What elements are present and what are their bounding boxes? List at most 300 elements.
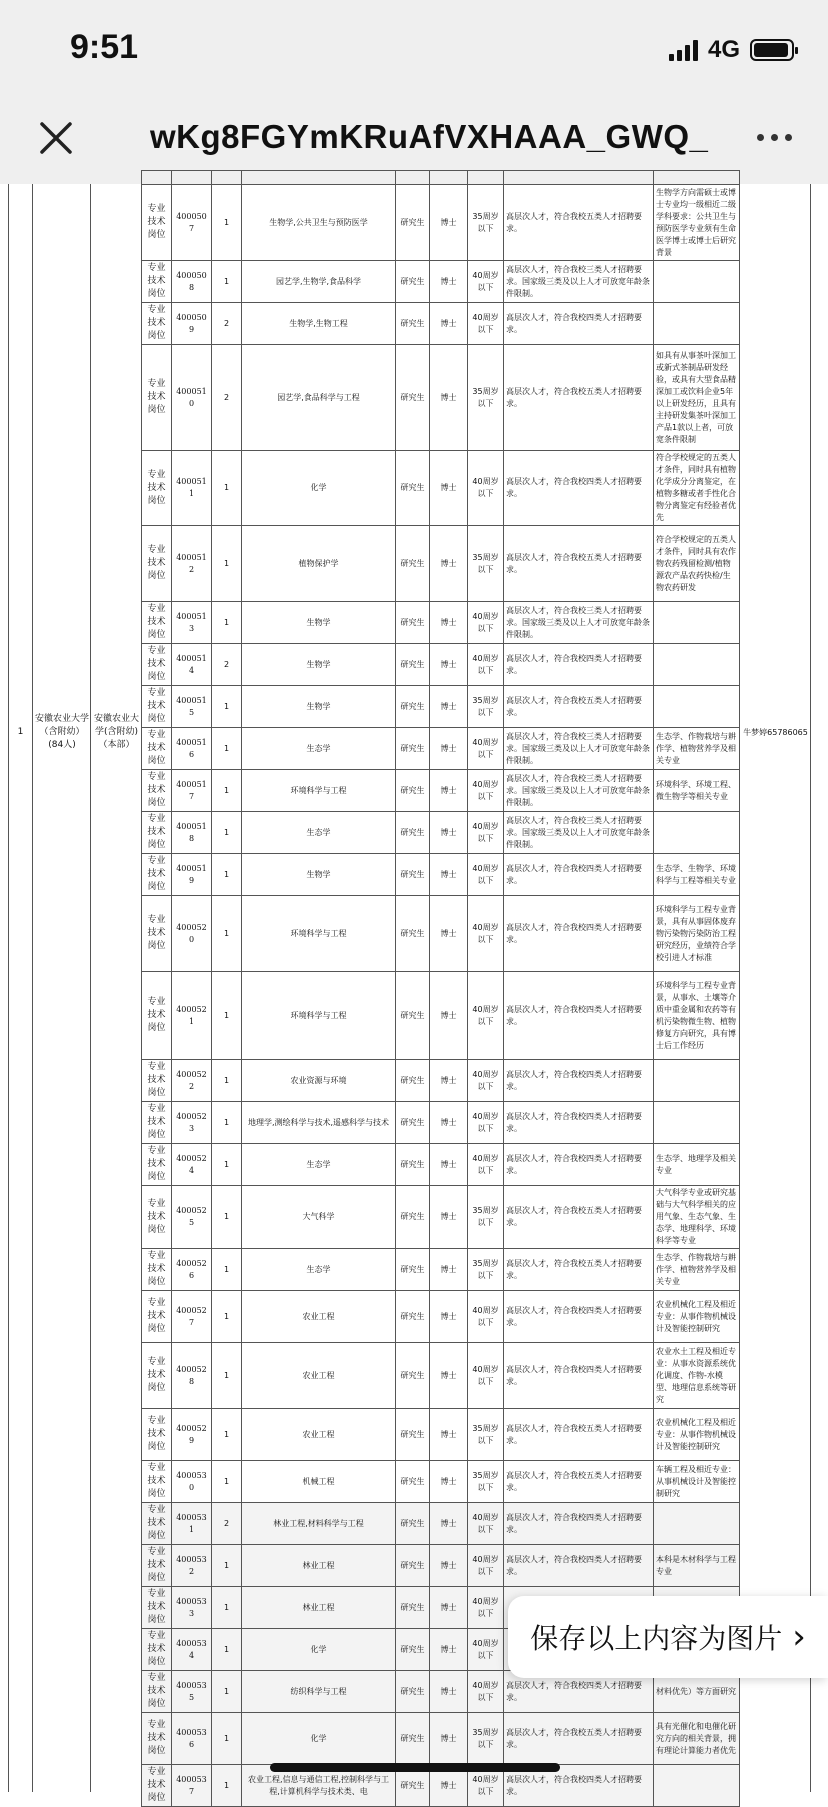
cell-cond: 高层次人才，符合我校五类人才招聘要求。 (504, 1409, 654, 1461)
cell-degree: 博士 (430, 1671, 468, 1713)
cell-major: 农业工程 (242, 1343, 396, 1409)
status-bar (0, 0, 828, 94)
cell-code: 4000512 (172, 526, 212, 602)
cell-note: 生物学方向需硕士或博士专业均一级相近二级学科要求：公共卫生与预防医学专业须有生命医学博士或博士后研究背景 (654, 185, 740, 261)
cell-count: 1 (212, 1249, 242, 1291)
cell-code: 4000525 (172, 1186, 212, 1249)
cell-count: 1 (212, 854, 242, 896)
table-row (142, 451, 740, 526)
cell-age: 40周岁以下 (468, 261, 504, 303)
cell-edu: 研究生 (396, 896, 430, 972)
cell-edu: 研究生 (396, 854, 430, 896)
cell-major: 园艺学,生物学,食品科学 (242, 261, 396, 303)
cell-type: 专业技术岗位 (142, 896, 172, 972)
cell-age: 40周岁以下 (468, 1671, 504, 1713)
cell-count: 1 (212, 1545, 242, 1587)
cell-count: 1 (212, 1629, 242, 1671)
cell-major: 农业工程 (242, 1291, 396, 1343)
cell-type: 专业技术岗位 (142, 770, 172, 812)
cell-note: 农业水土工程及相近专业：从事水资源系统优化调度、作物-水模型、地理信息系统等研究 (654, 1343, 740, 1409)
cell-type: 专业技术岗位 (142, 1343, 172, 1409)
cell-type: 专业技术岗位 (142, 1461, 172, 1503)
cell-code: 4000515 (172, 686, 212, 728)
cell-major: 地理学,测绘科学与技术,遥感科学与技术 (242, 1102, 396, 1144)
cell-code: 4000524 (172, 1144, 212, 1186)
cell-edu: 研究生 (396, 1102, 430, 1144)
cell-major: 生态学 (242, 728, 396, 770)
cell-edu: 研究生 (396, 1060, 430, 1102)
cell-major: 化学 (242, 1713, 396, 1765)
cell-age: 35周岁以下 (468, 185, 504, 261)
table-row (142, 1503, 740, 1545)
cell-code: 4000519 (172, 854, 212, 896)
cell-cond: 高层次人才，符合我校五类人才招聘要求。 (504, 345, 654, 451)
cell-degree: 博士 (430, 303, 468, 345)
cell-major: 生物学 (242, 854, 396, 896)
cell-cond: 高层次人才，符合我校四类人才招聘要求。 (504, 1102, 654, 1144)
page-title: wKg8FGYmKRuAfVXHAAA_GWQ_ (150, 118, 709, 155)
cell-age: 40周岁以下 (468, 602, 504, 644)
cell-age: 35周岁以下 (468, 1409, 504, 1461)
cell-edu: 研究生 (396, 526, 430, 602)
cell-age: 40周岁以下 (468, 451, 504, 526)
cell-major: 农业工程 (242, 1409, 396, 1461)
cell-cond: 高层次人才，符合我校四类人才招聘要求。 (504, 896, 654, 972)
cell-type: 专业技术岗位 (142, 345, 172, 451)
table-row (142, 854, 740, 896)
document-viewer[interactable] (0, 184, 828, 1803)
cell-count: 1 (212, 1291, 242, 1343)
cell-code: 4000518 (172, 812, 212, 854)
cell-cond: 高层次人才，符合我校三类人才招聘要求。国家级三类及以上人才可放宽年龄条件限制。 (504, 261, 654, 303)
cell-edu: 研究生 (396, 1587, 430, 1629)
row-index: 1 (17, 726, 24, 737)
more-dot-icon (771, 134, 778, 141)
cell-cond: 高层次人才，符合我校三类人才招聘要求。国家级三类及以上人才可放宽年龄条件限制。 (504, 728, 654, 770)
status-indicators (669, 36, 794, 64)
cell-cond: 高层次人才，符合我校四类人才招聘要求。 (504, 1291, 654, 1343)
cell-type: 专业技术岗位 (142, 1249, 172, 1291)
cell-major: 大气科学 (242, 1186, 396, 1249)
cell-cond: 高层次人才，符合我校四类人才招聘要求。 (504, 303, 654, 345)
cell-note (654, 1102, 740, 1144)
cell-note: 材料优先）等方面研究 (654, 1671, 740, 1713)
table-row (142, 686, 740, 728)
cell-major: 环境科学与工程 (242, 770, 396, 812)
cell-major: 生物学,生物工程 (242, 303, 396, 345)
cell-major: 生物学 (242, 644, 396, 686)
cell-note (654, 1503, 740, 1545)
cell-edu: 研究生 (396, 972, 430, 1060)
cell-type: 专业技术岗位 (142, 1503, 172, 1545)
cell-code: 4000520 (172, 896, 212, 972)
cell-degree: 博士 (430, 1629, 468, 1671)
cell-degree: 博士 (430, 1102, 468, 1144)
cell-code: 4000509 (172, 303, 212, 345)
cell-major: 化学 (242, 1629, 396, 1671)
cell-age: 40周岁以下 (468, 1765, 504, 1807)
cell-count: 1 (212, 1102, 242, 1144)
cell-age: 40周岁以下 (468, 1343, 504, 1409)
cell-major: 林业工程 (242, 1587, 396, 1629)
cell-major: 生态学 (242, 1249, 396, 1291)
cell-edu: 研究生 (396, 1461, 430, 1503)
cell-type: 专业技术岗位 (142, 1060, 172, 1102)
cell-degree: 博士 (430, 812, 468, 854)
table-row (142, 1713, 740, 1765)
table-row (142, 171, 740, 185)
cell-type: 专业技术岗位 (142, 602, 172, 644)
table-border (8, 184, 9, 1792)
cell-major: 纺织科学与工程 (242, 1671, 396, 1713)
cell-major: 生态学 (242, 812, 396, 854)
cell-type: 专业技术岗位 (142, 686, 172, 728)
cell-cond: 高层次人才，符合我校五类人才招聘要求。 (504, 185, 654, 261)
cell-count: 1 (212, 1765, 242, 1807)
cell-count: 1 (212, 1461, 242, 1503)
cell-edu: 研究生 (396, 1629, 430, 1671)
cell-note (654, 686, 740, 728)
hiring-unit: 安徽农业大学（含附幼）(84人) (34, 713, 89, 750)
cell-note (654, 812, 740, 854)
cell-count: 1 (212, 686, 242, 728)
cell-cond: 高层次人才，符合我校四类人才招聘要求。 (504, 1060, 654, 1102)
cell-code: 4000526 (172, 1249, 212, 1291)
table-border (32, 184, 33, 1792)
cell-degree: 博士 (430, 345, 468, 451)
table-body (142, 171, 740, 1807)
cell-note (654, 1060, 740, 1102)
cell-edu: 研究生 (396, 261, 430, 303)
cell-edu: 研究生 (396, 1713, 430, 1765)
cell-count: 2 (212, 303, 242, 345)
cell-major: 机械工程 (242, 1461, 396, 1503)
cell-code: 4000534 (172, 1629, 212, 1671)
cell-type: 专业技术岗位 (142, 1291, 172, 1343)
cell-edu: 研究生 (396, 1409, 430, 1461)
cell-major: 农业工程,信息与通信工程,控制科学与工程,计算机科学与技术类、电 (242, 1765, 396, 1807)
cell-major: 环境科学与工程 (242, 896, 396, 972)
cell-type: 专业技术岗位 (142, 1409, 172, 1461)
cell-cond: 高层次人才，符合我校四类人才招聘要求。 (504, 1503, 654, 1545)
cell-degree: 博士 (430, 451, 468, 526)
cell-code: 4000533 (172, 1587, 212, 1629)
cell-edu: 研究生 (396, 1291, 430, 1343)
cell-degree: 博士 (430, 1060, 468, 1102)
cell-age: 40周岁以下 (468, 1291, 504, 1343)
cell-major: 化学 (242, 451, 396, 526)
cell-count: 1 (212, 812, 242, 854)
cell-age: 40周岁以下 (468, 1102, 504, 1144)
table-border (810, 184, 811, 1792)
cell-edu: 研究生 (396, 345, 430, 451)
cell-major: 生物学,公共卫生与预防医学 (242, 185, 396, 261)
cell-code: 4000510 (172, 345, 212, 451)
cell-count: 1 (212, 770, 242, 812)
cell-major: 林业工程,材料科学与工程 (242, 1503, 396, 1545)
cell-degree: 博士 (430, 1409, 468, 1461)
cell-degree: 博士 (430, 686, 468, 728)
cell-edu: 研究生 (396, 812, 430, 854)
cell-note: 符合学校规定的五类人才条件，同时具有农作物农药残留检测/植物源农产品农药快检/生物农药研发 (654, 526, 740, 602)
table-row (142, 1102, 740, 1144)
cell-note: 农业机械化工程及相近专业：从事作物机械设计及智能控制研究 (654, 1291, 740, 1343)
cell-degree: 博士 (430, 896, 468, 972)
cell-code: 4000511 (172, 451, 212, 526)
cell-age: 40周岁以下 (468, 1587, 504, 1629)
cell-type: 专业技术岗位 (142, 185, 172, 261)
cell-degree: 博士 (430, 1144, 468, 1186)
cell-type: 专业技术岗位 (142, 1144, 172, 1186)
cell-degree: 博士 (430, 185, 468, 261)
cell-type: 专业技术岗位 (142, 644, 172, 686)
cell-degree: 博士 (430, 1343, 468, 1409)
cell-cond: 高层次人才，符合我校五类人才招聘要求。 (504, 686, 654, 728)
cell-note: 农业机械化工程及相近专业：从事作物机械设计及智能控制研究 (654, 1409, 740, 1461)
cell-type: 专业技术岗位 (142, 1629, 172, 1671)
cell-age: 35周岁以下 (468, 686, 504, 728)
cell-edu: 研究生 (396, 770, 430, 812)
chevron-right-icon: › (792, 1617, 806, 1657)
cell-count: 1 (212, 1343, 242, 1409)
cell-count: 1 (212, 451, 242, 526)
table-row (142, 644, 740, 686)
cell-age: 40周岁以下 (468, 854, 504, 896)
cell-age: 40周岁以下 (468, 303, 504, 345)
cell-degree: 博士 (430, 1249, 468, 1291)
cell-edu: 研究生 (396, 1249, 430, 1291)
table-row (142, 345, 740, 451)
cell-count: 1 (212, 185, 242, 261)
cell-degree: 博士 (430, 1291, 468, 1343)
cell-type: 专业技术岗位 (142, 261, 172, 303)
cell-degree: 博士 (430, 1587, 468, 1629)
cell-count: 2 (212, 345, 242, 451)
save-as-image-button[interactable] (508, 1596, 828, 1678)
cell-cond: 高层次人才，符合我校四类人才招聘要求。 (504, 451, 654, 526)
save-as-image-label: 保存以上内容为图片 (530, 1622, 783, 1655)
cell-code: 4000531 (172, 1503, 212, 1545)
cell-count: 2 (212, 1503, 242, 1545)
cell-type: 专业技术岗位 (142, 1186, 172, 1249)
more-options-button[interactable] (757, 134, 792, 141)
cell-code: 4000513 (172, 602, 212, 644)
cell-note: 本科是木材科学与工程专业 (654, 1545, 740, 1587)
cell-major: 园艺学,食品科学与工程 (242, 345, 396, 451)
cell-code: 4000516 (172, 728, 212, 770)
cell-major: 环境科学与工程 (242, 972, 396, 1060)
cell-code: 4000528 (172, 1343, 212, 1409)
cell-major: 林业工程 (242, 1545, 396, 1587)
cell-age: 35周岁以下 (468, 345, 504, 451)
cell-note (654, 602, 740, 644)
cell-code: 4000537 (172, 1765, 212, 1807)
table-row (142, 185, 740, 261)
cell-cond: 高层次人才，符合我校三类人才招聘要求。国家级三类及以上人才可放宽年龄条件限制。 (504, 770, 654, 812)
cell-cond: 高层次人才，符合我校五类人才招聘要求。 (504, 1249, 654, 1291)
close-icon (36, 118, 76, 158)
cell-count: 1 (212, 1144, 242, 1186)
cell-cond: 高层次人才，符合我校四类人才招聘要求。 (504, 1343, 654, 1409)
cell-edu: 研究生 (396, 1343, 430, 1409)
cell-age: 40周岁以下 (468, 1629, 504, 1671)
recruitment-table (141, 170, 739, 1807)
cell-count: 1 (212, 1587, 242, 1629)
cell-count: 2 (212, 644, 242, 686)
cell-degree: 博士 (430, 972, 468, 1060)
cell-code: 4000529 (172, 1409, 212, 1461)
more-dot-icon (785, 134, 792, 141)
cell-code: 4000523 (172, 1102, 212, 1144)
cell-note (654, 261, 740, 303)
cell-type: 专业技术岗位 (142, 728, 172, 770)
cell-major: 生物学 (242, 602, 396, 644)
cell-count: 1 (212, 1671, 242, 1713)
cell-note: 生态学、地理学及相关专业 (654, 1144, 740, 1186)
cell-type: 专业技术岗位 (142, 1102, 172, 1144)
cell-note: 如具有从事茶叶深加工或新式茶制品研发经验，或具有大型食品精深加工或饮料企业5年以上研发经历，且具有主持研发集茶叶深加工产品1款以上者，可放宽条件限制 (654, 345, 740, 451)
cell-type: 专业技术岗位 (142, 451, 172, 526)
cell-count: 1 (212, 1409, 242, 1461)
cell-count: 1 (212, 1713, 242, 1765)
cell-edu: 研究生 (396, 1671, 430, 1713)
cell-code: 4000536 (172, 1713, 212, 1765)
cell-age: 40周岁以下 (468, 770, 504, 812)
table-row (142, 1186, 740, 1249)
cellular-signal-icon (669, 39, 698, 61)
cell-age: 40周岁以下 (468, 972, 504, 1060)
cell-major: 生态学 (242, 1144, 396, 1186)
cell-age: 35周岁以下 (468, 1713, 504, 1765)
cell-cond: 高层次人才，符合我校五类人才招聘要求。 (504, 1713, 654, 1765)
cell-degree: 博士 (430, 261, 468, 303)
cell-cond: 高层次人才，符合我校五类人才招聘要求。 (504, 1186, 654, 1249)
table-row (142, 303, 740, 345)
cell-type: 专业技术岗位 (142, 303, 172, 345)
network-type: 4G (707, 36, 740, 63)
close-button[interactable] (36, 118, 76, 158)
cell-age: 40周岁以下 (468, 896, 504, 972)
cell-age: 40周岁以下 (468, 1060, 504, 1102)
cell-edu: 研究生 (396, 1765, 430, 1807)
cell-cond: 高层次人才，符合我校四类人才招聘要求。 (504, 1765, 654, 1807)
table-row (142, 896, 740, 972)
cell-edu: 研究生 (396, 1545, 430, 1587)
cell-count: 1 (212, 728, 242, 770)
table-row (142, 1249, 740, 1291)
cell-edu: 研究生 (396, 451, 430, 526)
cell-edu: 研究生 (396, 1503, 430, 1545)
cell-degree: 博士 (430, 1545, 468, 1587)
cell-degree: 博士 (430, 1765, 468, 1807)
cell-cond: 高层次人才，符合我校三类人才招聘要求。国家级三类及以上人才可放宽年龄条件限制。 (504, 812, 654, 854)
cell-note: 大气科学专业或研究基础与大气科学相关的应用气象、生态气象、生态学、地理科学、环境科学等专业 (654, 1186, 740, 1249)
cell-note: 符合学校规定的五类人才条件，同时具有植物化学成分分离鉴定，在植物多糖或者手性化合物分离鉴定有经验者优先 (654, 451, 740, 526)
cell-major: 农业资源与环境 (242, 1060, 396, 1102)
cell-count: 1 (212, 1060, 242, 1102)
cell-code: 4000521 (172, 972, 212, 1060)
department: 安徽农业大学(含附幼)（本部） (93, 713, 139, 750)
table-row (142, 1343, 740, 1409)
cell-type: 专业技术岗位 (142, 972, 172, 1060)
cell-note: 环境科学与工程专业背景，具有从事固体废弃物污染物污染防治工程研究经历，业绩符合学校引进人才标准 (654, 896, 740, 972)
cell-cond: 高层次人才，符合我校三类人才招聘要求。国家级三类及以上人才可放宽年龄条件限制。 (504, 602, 654, 644)
cell-type: 专业技术岗位 (142, 1671, 172, 1713)
home-indicator[interactable] (270, 1763, 560, 1772)
table-row (142, 812, 740, 854)
cell-degree: 博士 (430, 1713, 468, 1765)
cell-age: 40周岁以下 (468, 1144, 504, 1186)
cell-degree: 博士 (430, 1461, 468, 1503)
cell-note (654, 644, 740, 686)
cell-age: 35周岁以下 (468, 1249, 504, 1291)
table-row (142, 728, 740, 770)
cell-type: 专业技术岗位 (142, 1587, 172, 1629)
cell-code: 4000522 (172, 1060, 212, 1102)
cell-count: 1 (212, 896, 242, 972)
cell-count: 1 (212, 526, 242, 602)
cell-age: 40周岁以下 (468, 644, 504, 686)
cell-edu: 研究生 (396, 1144, 430, 1186)
cell-cond: 高层次人才，符合我校五类人才招聘要求。 (504, 1461, 654, 1503)
cell-degree: 博士 (430, 770, 468, 812)
cell-degree: 博士 (430, 602, 468, 644)
cell-edu: 研究生 (396, 644, 430, 686)
cell-cond: 高层次人才，符合我校五类人才招聘要求。 (504, 526, 654, 602)
cell-count: 1 (212, 1186, 242, 1249)
cell-type: 专业技术岗位 (142, 1713, 172, 1765)
cell-note: 车辆工程及相近专业：从事机械设计及智能控制研究 (654, 1461, 740, 1503)
cell-code: 4000517 (172, 770, 212, 812)
cell-note (654, 303, 740, 345)
cell-age: 40周岁以下 (468, 1545, 504, 1587)
cell-code: 4000527 (172, 1291, 212, 1343)
cell-age: 40周岁以下 (468, 812, 504, 854)
cell-count: 1 (212, 972, 242, 1060)
cell-cond: 高层次人才，符合我校四类人才招聘要求。 (504, 1545, 654, 1587)
cell-degree: 博士 (430, 1186, 468, 1249)
cell-age: 35周岁以下 (468, 1186, 504, 1249)
cell-cond: 高层次人才，符合我校四类人才招聘要求。 (504, 972, 654, 1060)
cell-degree: 博士 (430, 644, 468, 686)
cell-edu: 研究生 (396, 185, 430, 261)
table-row (142, 770, 740, 812)
more-dot-icon (757, 134, 764, 141)
cell-cond: 高层次人才，符合我校四类人才招聘要求。 (504, 854, 654, 896)
status-time: 9:51 (70, 28, 139, 66)
cell-age: 35周岁以下 (468, 1461, 504, 1503)
cell-note: 生态学、作物栽培与耕作学、植物营养学及相关专业 (654, 728, 740, 770)
table-row (142, 1461, 740, 1503)
cell-major: 植物保护学 (242, 526, 396, 602)
cell-age: 35周岁以下 (468, 526, 504, 602)
cell-edu: 研究生 (396, 303, 430, 345)
cell-cond: 高层次人才，符合我校四类人才招聘要求。 (504, 1144, 654, 1186)
contact-info: 牛梦婷65786065 (743, 727, 808, 737)
cell-code: 4000535 (172, 1671, 212, 1713)
cell-cond: 高层次人才，符合我校四类人才招聘要求。 (504, 644, 654, 686)
cell-type: 专业技术岗位 (142, 1765, 172, 1807)
cell-type: 专业技术岗位 (142, 526, 172, 602)
cell-degree: 博士 (430, 526, 468, 602)
cell-major: 生物学 (242, 686, 396, 728)
cell-code: 4000514 (172, 644, 212, 686)
cell-degree: 博士 (430, 1503, 468, 1545)
table-row (142, 602, 740, 644)
cell-edu: 研究生 (396, 1186, 430, 1249)
table-row (142, 1060, 740, 1102)
table-row (142, 526, 740, 602)
